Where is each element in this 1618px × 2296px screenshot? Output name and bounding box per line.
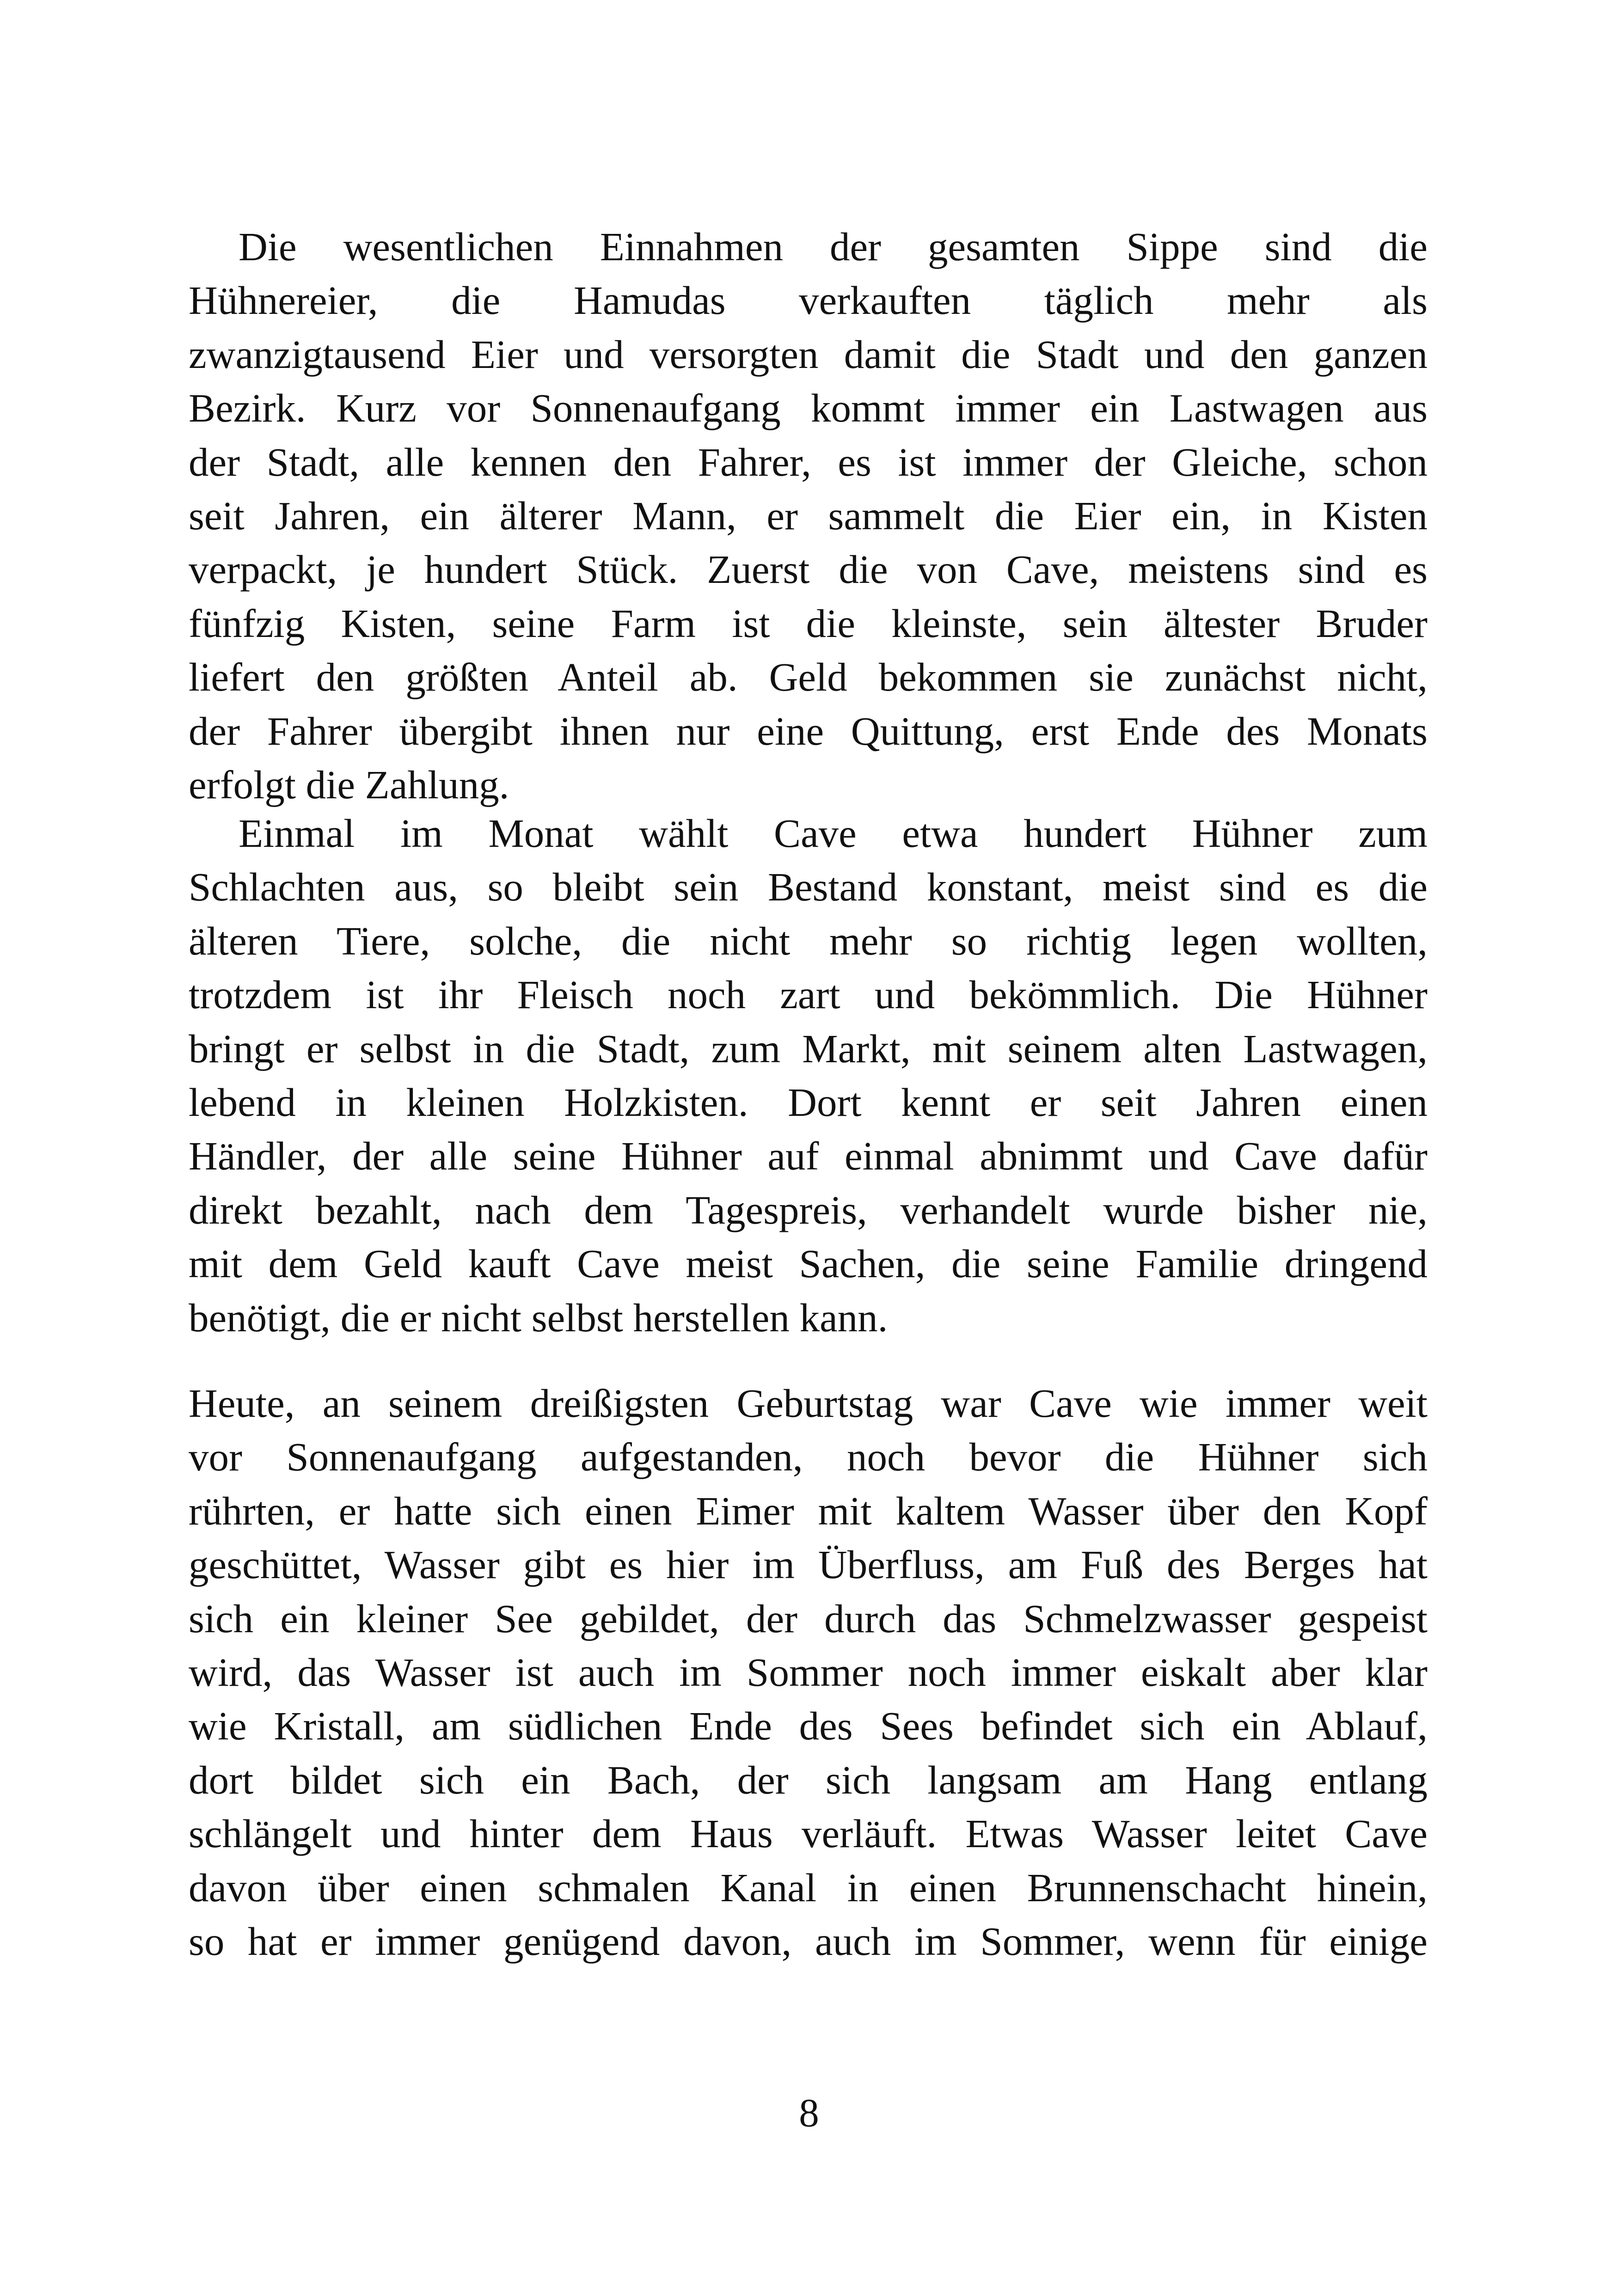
text-line: erfolgt die Zahlung. — [189, 762, 509, 807]
text-line: Händler, der alle seine Hühner auf einmal abnimmt und Cave dafür — [189, 1133, 1428, 1179]
paragraph-3 — [189, 1377, 1428, 1968]
text-line: der Stadt, alle kennen den Fahrer, es ist immer der Gleiche, schon — [189, 439, 1428, 484]
text-line: schlängelt und hinter dem Haus verläuft. Etwas Wasser leitet Cave — [189, 1811, 1428, 1856]
text-line: liefert den größten Anteil ab. Geld bekommen sie zunächst nicht, — [189, 655, 1428, 700]
text-line: rührten, er hatte sich einen Eimer mit kaltem Wasser über den Kopf — [189, 1488, 1428, 1533]
paragraph-2 — [189, 807, 1428, 1345]
text-line: bringt er selbst in die Stadt, zum Markt, mit seinem alten Lastwagen, — [189, 1026, 1428, 1071]
text-line: vor Sonnenaufgang aufgestanden, noch bevor die Hühner sich — [189, 1434, 1428, 1480]
text-line: Bezirk. Kurz vor Sonnenaufgang kommt immer ein Lastwagen aus — [189, 386, 1428, 431]
text-line: trotzdem ist ihr Fleisch noch zart und bekömmlich. Die Hühner — [189, 972, 1428, 1017]
text-line: zwanzigtausend Eier und versorgten damit die Stadt und den ganzen — [189, 331, 1428, 377]
text-line: Hühnereier, die Hamudas verkauften täglich mehr als — [189, 278, 1428, 323]
text-line: Heute, an seinem dreißigsten Geburtstag war Cave wie immer weit — [189, 1381, 1428, 1426]
text-line: so hat er immer genügend davon, auch im Sommer, wenn für einige — [189, 1918, 1428, 1964]
text-line: sich ein kleiner See gebildet, der durch das Schmelzwasser gespeist — [189, 1596, 1428, 1641]
text-line: seit Jahren, ein älterer Mann, er sammelt die Eier ein, in Kisten — [189, 493, 1428, 538]
text-line: älteren Tiere, solche, die nicht mehr so richtig legen wollten, — [189, 918, 1428, 963]
text-line: benötigt, die er nicht selbst herstellen kann. — [189, 1295, 888, 1340]
text-line: dort bildet sich ein Bach, der sich langsam am Hang entlang — [189, 1757, 1428, 1802]
page-number: 8 — [799, 2090, 819, 2135]
text-line: fünfzig Kisten, seine Farm ist die kleinste, sein ältester Bruder — [189, 600, 1428, 646]
text-line: geschüttet, Wasser gibt es hier im Überfluss, am Fuß des Berges hat — [189, 1542, 1428, 1587]
text-line: Einmal im Monat wählt Cave etwa hundert Hühner zum — [239, 811, 1428, 856]
text-line: direkt bezahlt, nach dem Tagespreis, verhandelt wurde bisher nie, — [189, 1187, 1428, 1232]
text-line: verpackt, je hundert Stück. Zuerst die von Cave, meistens sind es — [189, 547, 1428, 592]
text-line: davon über einen schmalen Kanal in einen Brunnenschacht hinein, — [189, 1865, 1428, 1910]
text-line: der Fahrer übergibt ihnen nur eine Quittung, erst Ende des Monats — [189, 708, 1428, 753]
text-line: wird, das Wasser ist auch im Sommer noch immer eiskalt aber klar — [189, 1649, 1428, 1695]
text-line: Die wesentlichen Einnahmen der gesamten Sippe sind die — [239, 224, 1428, 269]
text-line: wie Kristall, am südlichen Ende des Sees befindet sich ein Ablauf, — [189, 1703, 1428, 1749]
text-line: Schlachten aus, so bleibt sein Bestand konstant, meist sind es die — [189, 864, 1428, 910]
text-line: lebend in kleinen Holzkisten. Dort kennt er seit Jahren einen — [189, 1079, 1428, 1125]
paragraph-1 — [189, 220, 1428, 812]
text-line: mit dem Geld kauft Cave meist Sachen, die seine Familie dringend — [189, 1241, 1428, 1286]
